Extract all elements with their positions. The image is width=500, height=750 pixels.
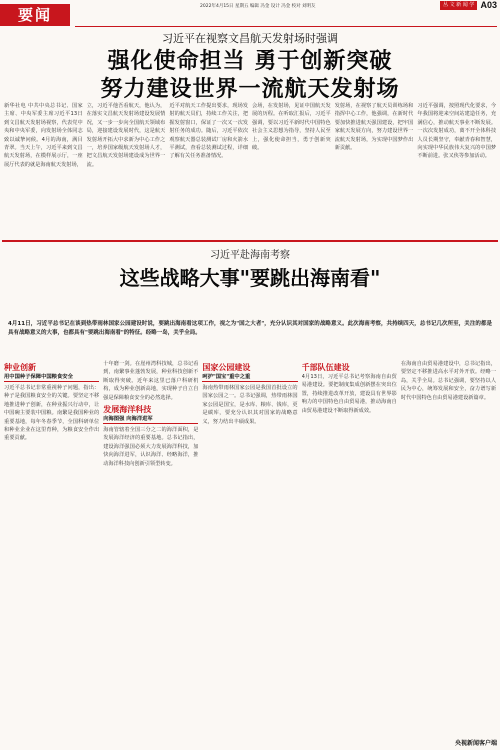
page-code: A03 [480,0,497,10]
story1-col-3: 近平对航天工作提出要求，现场发射的航天员们，持续工作关注，把握发射窗口，保证了一次又一次发射任务的成功。随后，习近平依次观察航天器总装测试厂房和火箭水平测试，查看总装测试过程，详细了解有关任务准备情况。 [169,103,249,160]
story2-headline-line1: 这些战略大事"要跳出海南看" [119,266,381,290]
story2-col-1-subhead: 种业创新 [4,362,36,372]
story1-col-2: 立，习近平他吾看航天，他认为，在落实文昌航天发射场建设发展情况，又一步一步向全国航天领域布局，迎接建设发展时代，这是航天发射场开拓大中求新为中心工作之一，培养国家级航天发射场人才，把文昌航天发射场建设成为世界一流。 [86,103,166,168]
story2-kicker: 习近平赴海南考察 [210,250,290,261]
story2-col-2-subsubhead: 向海图强 向海洋进军 [103,415,198,424]
story2-col-4-subhead: 千部队伍建设 [301,362,350,372]
story1-col-5: 发射场，在视察了航天员训练场和指挥中心工作，他强调，在新时代要加快推进航天强国建设，把牢国家航天发展方向，努力建设世界一流航天发射场，为实现中国梦作出新贡献。 [334,103,414,152]
story2-col-2-text-b: 海南管辖着全国三分之二的海洋面积，是发展海洋经济的重要基地。总书记指出，建设海洋强国必须大力发展海洋科技，加快向海洋进军，认识海洋、经略海洋，推动海洋科技向创新引领型转变。 [103,427,199,467]
page-header [0,0,500,30]
story-divider [2,240,498,242]
story2-col-2-text: 十年磨一剑。在崖州湾科技城，总书记看到，南繁事业蓬勃发展，种业科技创新不断取得突破。近年来这里已落户科研机构，成为种业创新高地，实现种子自立自强是保障粮食安全的必然选择。 [103,361,199,401]
story2-col-3 [202,360,297,732]
story1-headline-line1: 强化使命担当 勇于创新突破 [107,49,393,74]
story2-col-3-text: 海南热带雨林国家公园是我国首批设立的国家公园之一。总书记强调，热带雨林国家公园是国宝，是水库、粮库、钱库，更是碳库，要充分认识其对国家的战略意义，努力结出丰硕成果。 [202,385,298,425]
story1-col-6: 习近平强调，按照现代化要求，今年我国将迎来空间站建造任务，充满信心，推动航天事业不断发展。一次次发射成功，离不开全体科技人员长期坚守，奉献青春和智慧，向实现中华民族伟大复兴的中国梦不断前进。张又侠等参加活动。 [417,103,497,160]
dateline: 2022年4月15日 星期五 编辑 冯金 设计 冯金 校对 刘明友 [200,4,316,9]
story1-col-4: 会场，在发射场，见证中国航天发展的历程。在听取汇报后，习近平强调，要以习近平新时代中国特色社会主义思想为指导，坚持人民至上，强化使命担当，勇于创新突破。 [252,103,331,152]
story2-col-4 [302,360,397,732]
story2-summary: 4月11日，习近平总书记在谈到热带雨林国家公园建设时说，要跳出海南看这项工作，视之为"国之大者"，充分认识其对国家的战略意义。此次海南考察，共持续四天，总书记几次所至，关注的都是具有战略意义的大事，也都具有"要跳出海南看"的特征。经略一岛，关乎全局。 [8,321,492,336]
header-rule [75,26,497,27]
section-label: 要闻 [0,4,70,26]
story2-col-3-subsubhead: 呵护"国宝"重中之重 [202,373,297,382]
story1-kicker: 习近平在视察文昌航天发射场时强调 [162,32,338,45]
story2-col-5 [401,360,496,732]
story2-col-1-subsubhead: 用中国种子保障中国粮食安全 [4,373,99,382]
story2-col-2-subhead: 发展海洋科技 [103,404,152,415]
story2-col-1-text: 习近平总书记非常重视种子问题，指出：种子是我国粮食安全的关键。要坚定不移地推进种子创新，在种业振兴行动中，让中国碗主要装中国粮。南繁是我国种业的重要基地，每年冬春季节，全国科研单位和种业企业在这里育种，为粮食安全作出重要贡献。 [4,385,100,442]
story2-body [4,360,496,732]
story2-col-2 [103,360,198,732]
story1-col-1: 新华社电 中共中央总书记、国家主席、中央军委主席习近平13日到文昌航天发射场视察，代表党中央和中央军委，向发射场全体同志致以诚挚问候。4月的海南，满目青翠。当天上午，习近平来到文昌航天发射场，在模样展示厅，一座展厅代表的就是海南航天发射场， [4,103,83,168]
story2-col-4-text: 4月13日，习近平总书记考察海南自由贸易港建设。要把制度集成创新摆在突出位置，持续推进改革开放，建设具有世界影响力的中国特色自由贸易港，推动海南自由贸易港建设不断取得新成效。 [301,374,397,414]
story2-col-3-subhead: 国家公园建设 [202,362,251,372]
edition-badge: 丛 文 新 闻 学 [440,1,477,10]
story2-col-1 [4,360,99,732]
story1-headline-line2: 努力建设世界一流航天发射场 [100,77,400,102]
story1-body [4,102,496,237]
story2-col-5-text: 在海南自由贸易港建设中，总书记指出，要坚定不移推进高水平对外开放。经略一岛，关乎全局。总书记强调，要坚持以人民为中心，统筹发展和安全，奋力谱写新时代中国特色自由贸易港建设新篇章。 [400,361,497,401]
source-credit: 央视新闻客户端 [454,740,497,747]
